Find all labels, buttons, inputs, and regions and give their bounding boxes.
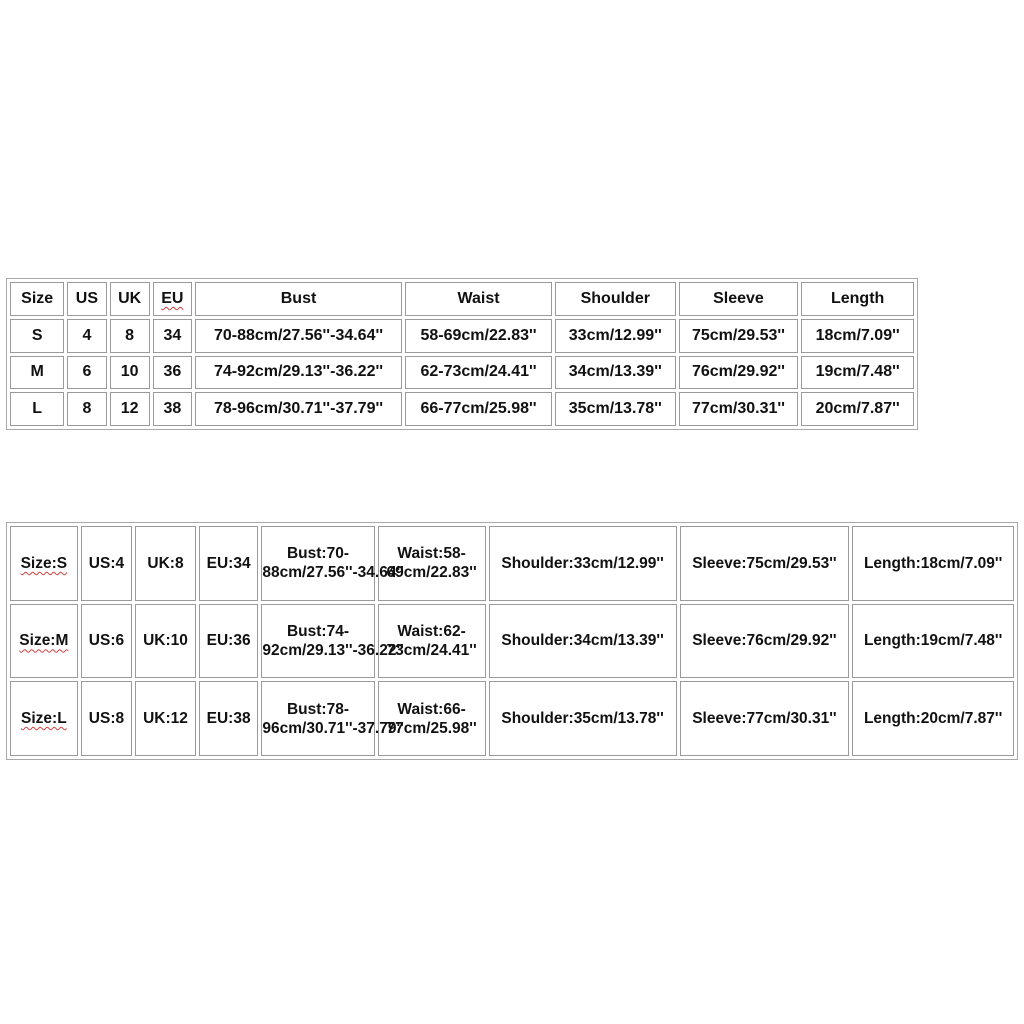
cell-eu: 34 <box>153 319 192 353</box>
cell-sleeve: 76cm/29.92'' <box>679 356 799 390</box>
cell-eu: 36 <box>153 356 192 390</box>
cell-length: 19cm/7.48'' <box>801 356 914 390</box>
cell-size: S <box>10 319 64 353</box>
cell-sleeve: Sleeve:77cm/30.31'' <box>680 681 850 756</box>
size-chart-table-labeled <box>6 522 1018 760</box>
cell-size: L <box>10 392 64 426</box>
cell-shoulder: Shoulder:33cm/12.99'' <box>489 526 677 601</box>
table-row <box>10 356 914 390</box>
header-cell-us: US <box>67 282 106 316</box>
size-label: Size:S <box>20 554 68 572</box>
header-cell-bust: Bust <box>195 282 402 316</box>
cell-bust: Bust:74-92cm/29.13''-36.22'' <box>261 604 374 679</box>
cell-uk: UK:8 <box>135 526 196 601</box>
cell-shoulder: 33cm/12.99'' <box>555 319 676 353</box>
cell-uk: 12 <box>110 392 150 426</box>
cell-waist: Waist:66-77cm/25.98'' <box>378 681 486 756</box>
cell-length: Length:20cm/7.87'' <box>852 681 1014 756</box>
header-cell-size: Size <box>10 282 64 316</box>
header-eu-label: EU <box>161 289 184 307</box>
size-label: Size:L <box>21 710 67 728</box>
cell-bust: Bust:78-96cm/30.71''-37.79'' <box>261 681 374 756</box>
cell-sleeve: Sleeve:75cm/29.53'' <box>680 526 850 601</box>
cell-length: Length:19cm/7.48'' <box>852 604 1014 679</box>
cell-bust: 78-96cm/30.71''-37.79'' <box>195 392 402 426</box>
cell-us: 6 <box>67 356 106 390</box>
header-cell-uk: UK <box>110 282 150 316</box>
table-row <box>10 681 1014 756</box>
table-row <box>10 604 1014 679</box>
cell-length: 18cm/7.09'' <box>801 319 914 353</box>
cell-uk: 10 <box>110 356 150 390</box>
cell-uk: 8 <box>110 319 150 353</box>
table-row <box>10 526 1014 601</box>
cell-eu: EU:36 <box>199 604 259 679</box>
cell-bust: 70-88cm/27.56''-34.64'' <box>195 319 402 353</box>
size-label: Size:M <box>19 632 69 650</box>
cell-size <box>10 526 78 601</box>
cell-length: 20cm/7.87'' <box>801 392 914 426</box>
cell-bust: Bust:70-88cm/27.56''-34.64'' <box>261 526 374 601</box>
cell-size: M <box>10 356 64 390</box>
cell-sleeve: 75cm/29.53'' <box>679 319 799 353</box>
cell-us: US:6 <box>81 604 133 679</box>
cell-bust: 74-92cm/29.13''-36.22'' <box>195 356 402 390</box>
table-row <box>10 392 914 426</box>
cell-sleeve: Sleeve:76cm/29.92'' <box>680 604 850 679</box>
cell-eu: EU:38 <box>199 681 259 756</box>
table-row <box>10 319 914 353</box>
cell-uk: UK:10 <box>135 604 196 679</box>
cell-size <box>10 681 78 756</box>
cell-eu: 38 <box>153 392 192 426</box>
header-cell-waist: Waist <box>405 282 552 316</box>
header-cell-length: Length <box>801 282 914 316</box>
header-cell-eu <box>153 282 192 316</box>
cell-waist: 66-77cm/25.98'' <box>405 392 552 426</box>
cell-shoulder: 35cm/13.78'' <box>555 392 676 426</box>
cell-shoulder: Shoulder:34cm/13.39'' <box>489 604 677 679</box>
header-cell-shoulder: Shoulder <box>555 282 676 316</box>
cell-us: 4 <box>67 319 106 353</box>
cell-us: 8 <box>67 392 106 426</box>
cell-waist: 58-69cm/22.83'' <box>405 319 552 353</box>
cell-waist: Waist:62-73cm/24.41'' <box>378 604 486 679</box>
cell-shoulder: 34cm/13.39'' <box>555 356 676 390</box>
cell-sleeve: 77cm/30.31'' <box>679 392 799 426</box>
size-chart-table-compact <box>6 278 918 430</box>
header-row <box>10 282 914 316</box>
cell-size <box>10 604 78 679</box>
cell-length: Length:18cm/7.09'' <box>852 526 1014 601</box>
cell-shoulder: Shoulder:35cm/13.78'' <box>489 681 677 756</box>
cell-us: US:8 <box>81 681 133 756</box>
cell-uk: UK:12 <box>135 681 196 756</box>
cell-waist: 62-73cm/24.41'' <box>405 356 552 390</box>
cell-us: US:4 <box>81 526 133 601</box>
header-cell-sleeve: Sleeve <box>679 282 799 316</box>
cell-waist: Waist:58-69cm/22.83'' <box>378 526 486 601</box>
cell-eu: EU:34 <box>199 526 259 601</box>
